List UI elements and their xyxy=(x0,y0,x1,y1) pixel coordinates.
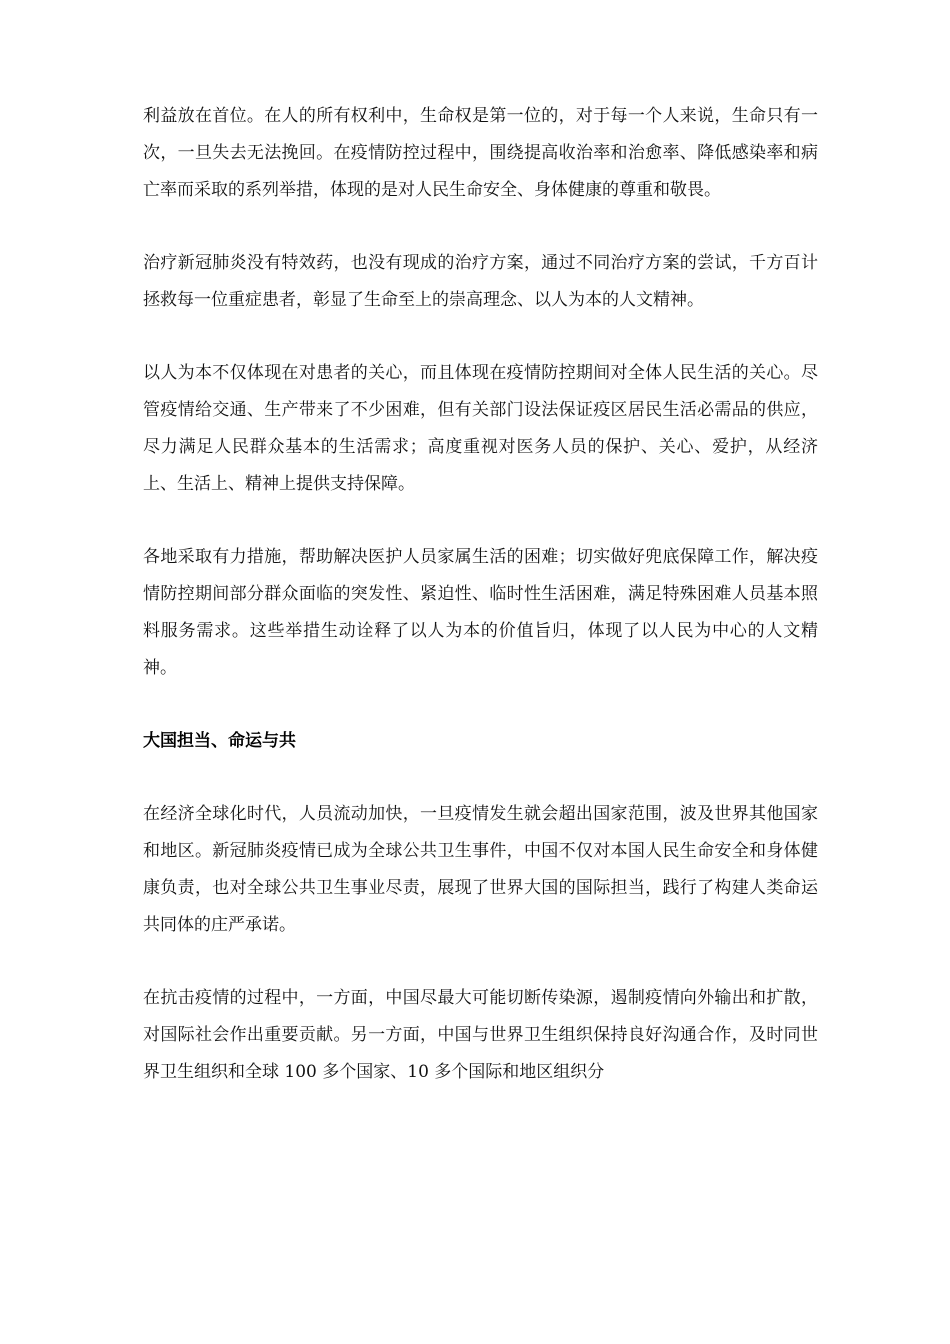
paragraph-2: 治疗新冠肺炎没有特效药，也没有现成的治疗方案，通过不同治疗方案的尝试，千方百计拯救每一位重症患者，彰显了生命至上的崇高理念、以人为本的人文精神。 xyxy=(143,253,818,310)
paragraph-6: 在抗击疫情的过程中，一方面，中国尽最大可能切断传染源，遏制疫情向外输出和扩散，对国际社会作出重要贡献。另一方面，中国与世界卫生组织保持良好沟通合作，及时同世界卫生组织和全球 100 多个国家、10 多个国际和地区组织分 xyxy=(143,988,818,1082)
paragraph-5: 在经济全球化时代，人员流动加快，一旦疫情发生就会超出国家范围，波及世界其他国家和地区。新冠肺炎疫情已成为全球公共卫生事件，中国不仅对本国人民生命安全和身体健康负责，也对全球公共卫生事业尽责，展现了世界大国的国际担当，践行了构建人类命运共同体的庄严承诺。 xyxy=(143,804,818,935)
paragraph-4: 各地采取有力措施，帮助解决医护人员家属生活的困难；切实做好兜底保障工作，解决疫情防控期间部分群众面临的突发性、紧迫性、临时性生活困难，满足特殊困难人员基本照料服务需求。这些举措生动诠释了以人为本的价值旨归，体现了以人民为中心的人文精神。 xyxy=(143,547,818,678)
document-body xyxy=(143,98,818,1127)
paragraph-1: 利益放在首位。在人的所有权利中，生命权是第一位的，对于每一个人来说，生命只有一次，一旦失去无法挽回。在疫情防控过程中，围绕提高收治率和治愈率、降低感染率和病亡率而采取的系列举措，体现的是对人民生命安全、身体健康的尊重和敬畏。 xyxy=(143,106,818,200)
section-heading: 大国担当、命运与共 xyxy=(143,731,296,751)
paragraph-3: 以人为本不仅体现在对患者的关心，而且体现在疫情防控期间对全体人民生活的关心。尽管疫情给交通、生产带来了不少困难，但有关部门设法保证疫区居民生活必需品的供应，尽力满足人民群众基本的生活需求；高度重视对医务人员的保护、关心、爱护，从经济上、生活上、精神上提供支持保障。 xyxy=(143,363,818,494)
